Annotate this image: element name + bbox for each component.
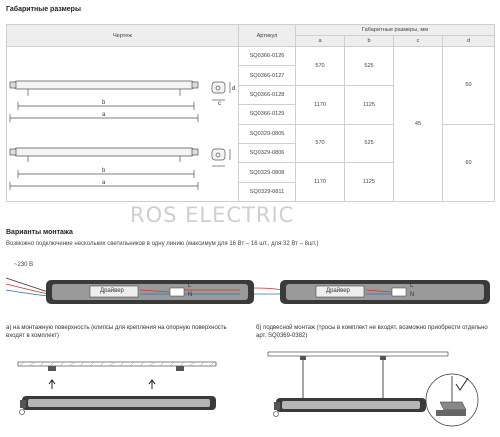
wiring-fixture-2 [280, 280, 490, 304]
article-cell: SQ0366-0127 [239, 66, 296, 85]
a-cell: 1170 [296, 163, 345, 202]
c-cell: 45 [394, 47, 443, 202]
supply-wires [6, 278, 48, 296]
fixture-drawing-1 [10, 81, 230, 122]
terminal-n-2: N [410, 292, 415, 298]
caption-suspended-mount: б) подвесной монтаж (тросы в комплект не входят, возможно приобрести отдельно арт. SQ0369-0382) [256, 325, 488, 339]
dim-label-b2: b [102, 168, 106, 174]
mounting-note: Возможно подключение нескольких светильников в одну линию (максимум для 16 Вт – 16 шт., для 32 Вт – 8шт.) [6, 241, 319, 247]
dim-label-c1: c [218, 101, 221, 107]
dim-label-b1: b [102, 100, 106, 106]
header-article: Артикул [239, 25, 296, 47]
a-cell: 1170 [296, 85, 345, 124]
terminal-n-1: N [188, 292, 193, 298]
fixture-drawings [6, 24, 238, 204]
terminal-l-1: L [188, 283, 192, 289]
a-cell: 570 [296, 124, 345, 163]
header-b: b [345, 36, 394, 47]
caption-surface-mount: а) на монтажную поверхность (клипсы для крепления на опорную поверхность входят в комплект) [6, 325, 227, 339]
article-cell: SQ0329-0808 [239, 163, 296, 182]
d-cell: 60 [443, 124, 495, 202]
dim-label-a2: a [102, 180, 106, 186]
driver-label-2: Драйвер [326, 288, 350, 294]
article-cell: SQ0329-0811 [239, 182, 296, 201]
b-cell: 1125 [345, 85, 394, 124]
surface-mount-illustration [18, 362, 216, 415]
section-title-dimensions: Габаритные размеры [6, 6, 81, 13]
dim-label-a1: a [102, 112, 106, 118]
wiring-fixture-1 [46, 280, 254, 304]
wiring-diagram [0, 268, 500, 310]
driver-label-1: Драйвер [100, 288, 124, 294]
voltage-label: ~230 В [14, 262, 34, 268]
mounting-illustrations [0, 344, 500, 437]
b-cell: 525 [345, 47, 394, 86]
suspended-mount-illustration [268, 352, 478, 426]
header-a: a [296, 36, 345, 47]
article-cell: SQ0329-0806 [239, 143, 296, 162]
header-d: d [443, 36, 495, 47]
watermark: ROS ELECTRIC [130, 203, 295, 227]
article-cell: SQ0366-0126 [239, 47, 296, 66]
a-cell: 570 [296, 47, 345, 86]
article-cell: SQ0366-0128 [239, 85, 296, 104]
dim-label-d1: d [232, 86, 236, 92]
section-title-mounting: Варианты монтажа [6, 229, 73, 236]
article-cell: SQ0366-0129 [239, 105, 296, 124]
header-c: c [394, 36, 443, 47]
fixture-drawing-2 [10, 148, 230, 190]
d-cell: 50 [443, 47, 495, 125]
terminal-l-2: L [410, 283, 414, 289]
article-cell: SQ0329-0805 [239, 124, 296, 143]
header-dimensions: Габаритные размеры, мм [296, 25, 495, 36]
b-cell: 1125 [345, 163, 394, 202]
b-cell: 525 [345, 124, 394, 163]
header-drawing: Чертеж [7, 25, 239, 47]
